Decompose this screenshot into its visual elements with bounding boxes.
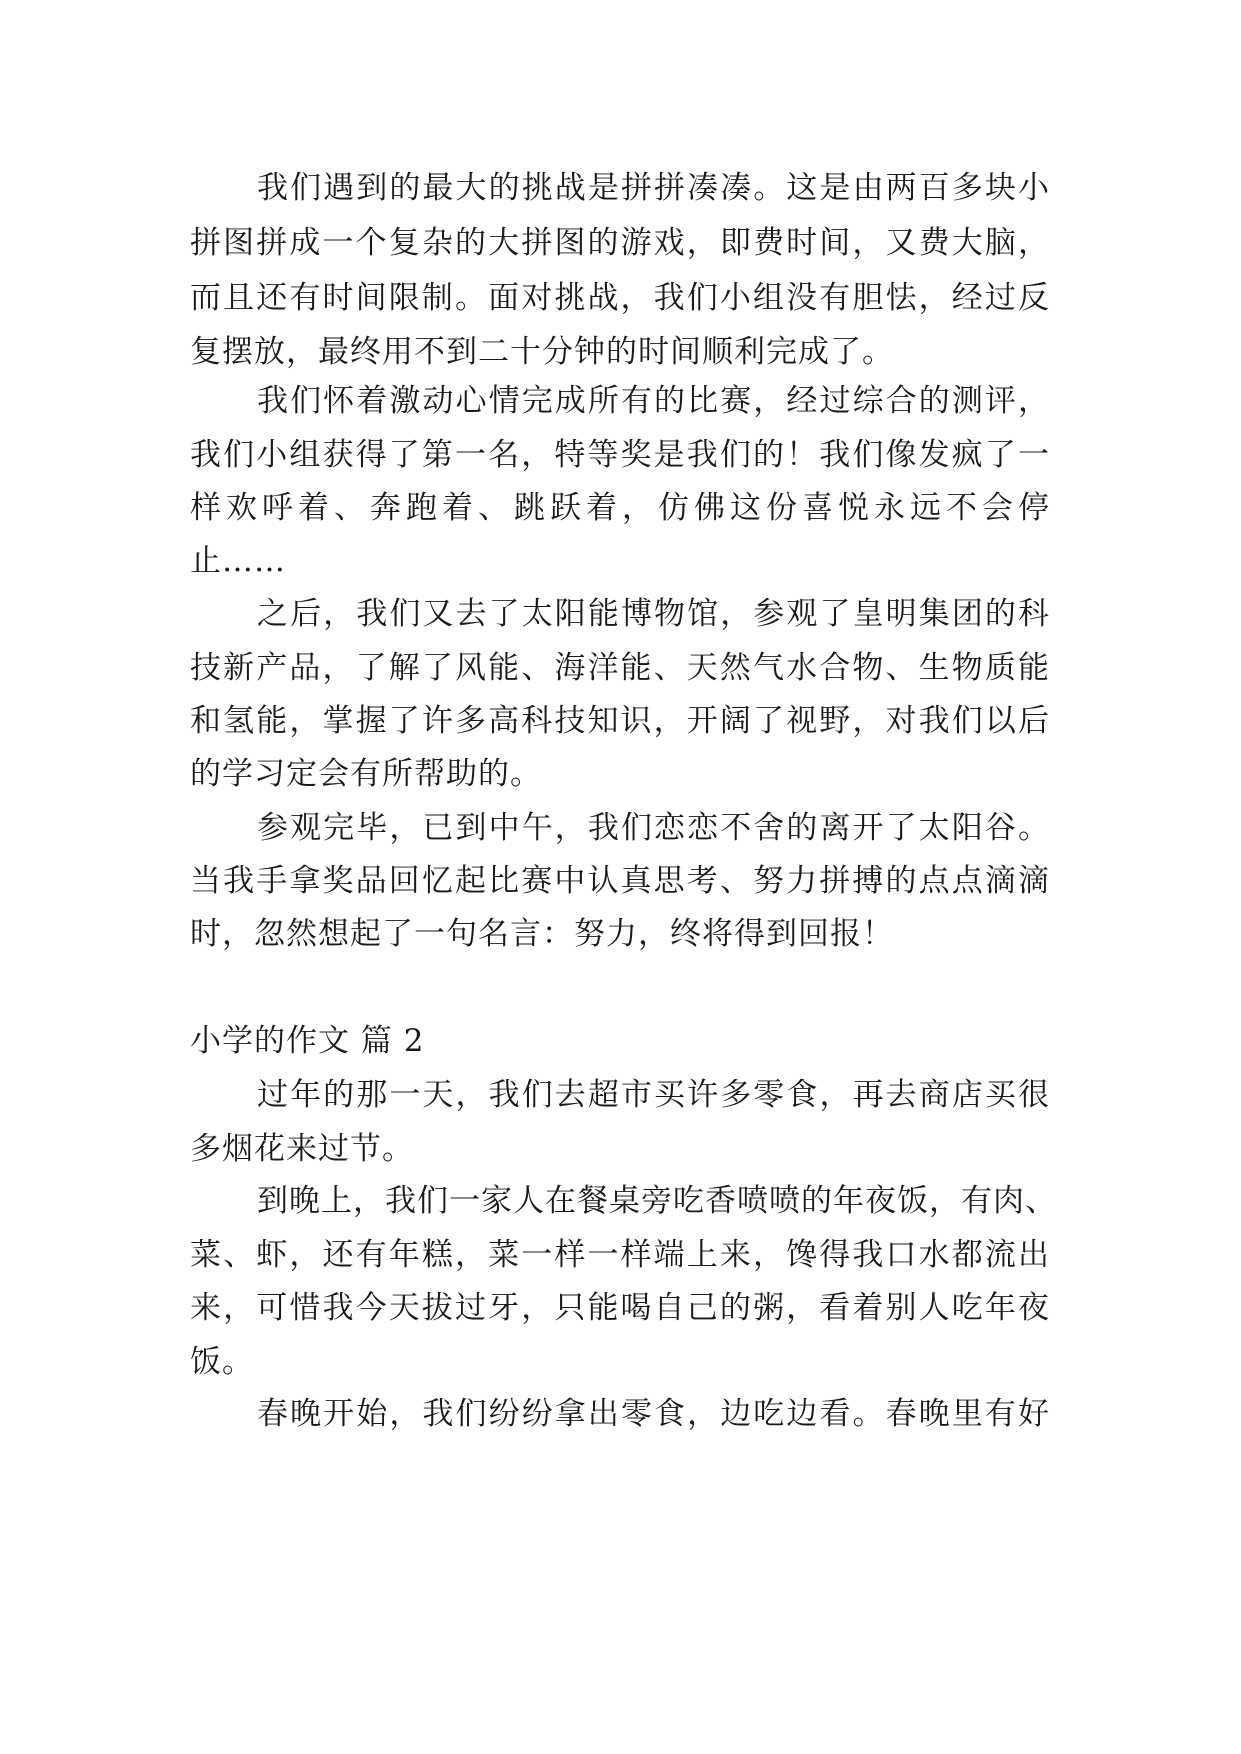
paragraph-1-line-3: 而且还有时间限制。面对挑战，我们小组没有胆怯，经过反	[190, 280, 1050, 316]
paragraph-1-line-2: 拼图拼成一个复杂的大拼图的游戏，即费时间，又费大脑，	[190, 225, 1050, 261]
paragraph-2-line-1: 我们怀着激动心情完成所有的比赛，经过综合的测评，	[257, 383, 1050, 419]
section-paragraph-3-line-1: 春晚开始，我们纷纷拿出零食，边吃边看。春晚里有好	[257, 1396, 1050, 1432]
paragraph-3-line-3: 和氢能，掌握了许多高科技知识，开阔了视野，对我们以后	[190, 703, 1050, 739]
section-paragraph-1-line-1: 过年的那一天，我们去超市买许多零食，再去商店买很	[257, 1077, 1050, 1113]
paragraph-4-line-3: 时，忽然想起了一句名言：努力，终将得到回报！	[190, 916, 894, 952]
paragraph-1-line-1: 我们遇到的最大的挑战是拼拼凑凑。这是由两百多块小	[257, 170, 1050, 206]
paragraph-3-line-1: 之后，我们又去了太阳能博物馆，参观了皇明集团的科	[257, 596, 1050, 632]
section-paragraph-2-line-2: 菜、虾，还有年糕，菜一样一样端上来，馋得我口水都流出	[190, 1237, 1050, 1273]
section-paragraph-2-line-4: 饭。	[190, 1344, 254, 1380]
paragraph-3-line-2: 技新产品，了解了风能、海洋能、天然气水合物、生物质能	[190, 650, 1050, 686]
section-paragraph-2-line-3: 来，可惜我今天拔过牙，只能喝自己的粥，看着别人吃年夜	[190, 1290, 1050, 1326]
section-paragraph-2-line-1: 到晚上，我们一家人在餐桌旁吃香喷喷的年夜饭，有肉、	[257, 1183, 1057, 1219]
section-title: 小学的作文 篇 2	[190, 1023, 425, 1059]
paragraph-2-line-3: 样欢呼着、奔跑着、跳跃着，仿佛这份喜悦永远不会停	[190, 490, 1050, 526]
paragraph-3-line-4: 的学习定会有所帮助的。	[190, 756, 542, 792]
paragraph-4-line-2: 当我手拿奖品回忆起比赛中认真思考、努力拼搏的点点滴滴	[190, 863, 1050, 899]
paragraph-2-line-4: 止……	[190, 543, 286, 579]
paragraph-4-line-1: 参观完毕，已到中午，我们恋恋不舍的离开了太阳谷。	[257, 810, 1050, 846]
paragraph-1-line-4: 复摆放，最终用不到二十分钟的时间顺利完成了。	[190, 334, 894, 370]
section-paragraph-1-line-2: 多烟花来过节。	[190, 1131, 414, 1167]
paragraph-2-line-2: 我们小组获得了第一名，特等奖是我们的！我们像发疯了一	[190, 437, 1050, 473]
